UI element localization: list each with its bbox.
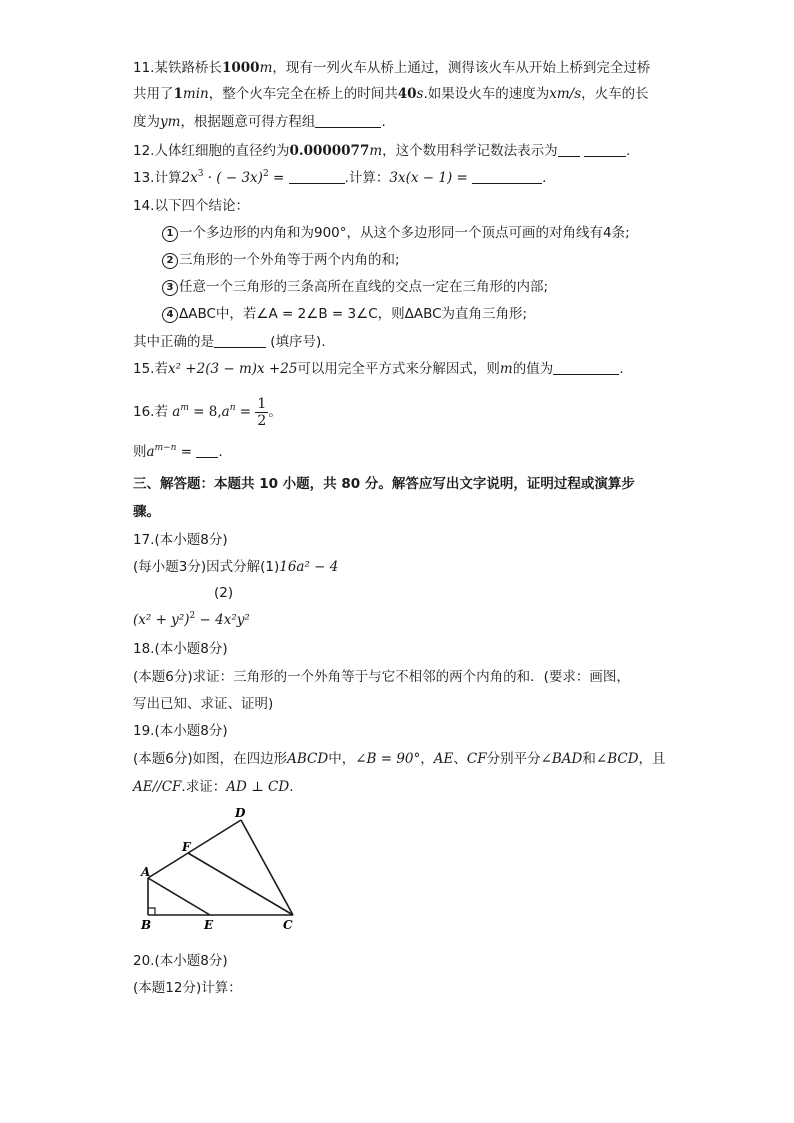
section-3-heading-cont: 骤。 xyxy=(133,504,160,520)
q14-item-1: 1 一个多边形的内角和为900°，从这个多边形同一个顶点可画的对角线有4条; xyxy=(162,223,630,243)
segment-AD xyxy=(148,820,241,878)
q11-line2: 共用了1min，整个火车完全在桥上的时间共40s.如果设火车的速度为xm/s，火车的长 xyxy=(133,86,649,102)
q14-item-4: 4 ΔABC中，若∠A = 2∠B = 3∠C，则ΔABC为直角三角形; xyxy=(162,304,527,324)
q14-title: 14.以下四个结论： xyxy=(133,198,249,214)
q19-line1: (本题6分)如图，在四边形ABCD中，∠B = 90°，AE、CF分别平分∠BAD和∠BCD，且 xyxy=(133,751,666,767)
answer-blank[interactable] xyxy=(472,169,542,184)
answer-blank[interactable] xyxy=(196,443,218,458)
q19-line2: AE//CF.求证：AD ⊥ CD. xyxy=(133,779,294,795)
answer-blank[interactable] xyxy=(553,360,619,375)
q16-line2: 则$a^{m-n}$ = . xyxy=(133,443,223,460)
q14-item-2: 2 三角形的一个外角等于两个内角的和; xyxy=(162,250,400,270)
right-angle-mark xyxy=(148,908,155,915)
q12-line: 12.人体红细胞的直径约为0.0000077m，这个数用科学记数法表示为 . xyxy=(133,143,631,159)
answer-blank[interactable] xyxy=(584,142,626,157)
q16-line1: 16.若 $a^m = 8,a^n$ = $\frac{1}{2}$ 。 xyxy=(133,395,282,429)
q17-line1: (每小题3分)因式分解(1)16a² − 4 xyxy=(133,559,339,575)
q18-head: 18.(本小题8分) xyxy=(133,641,228,657)
q11-line1: 11.某铁路桥长1000m，现有一列火车从桥上通过，测得该火车从开始上桥到完全过桥 xyxy=(133,60,651,76)
answer-blank[interactable] xyxy=(315,113,381,128)
q18-line2: 写出已知、求证、证明) xyxy=(133,696,274,712)
answer-blank[interactable] xyxy=(289,169,345,184)
segment-FC xyxy=(188,853,293,915)
label-A: A xyxy=(141,865,151,879)
q15-line: 15.若x² +2(3 − m)x +25可以用完全平方式来分解因式，则m的值为 . xyxy=(133,361,624,377)
q14-item-3: 3 任意一个三角形的三条高所在直线的交点一定在三角形的内部; xyxy=(162,277,548,297)
q17-expr2: $(x^2 + y^2)^2 - 4x^2y^2$ xyxy=(133,611,250,628)
label-F: F xyxy=(182,840,191,854)
q19-head: 19.(本小题8分) xyxy=(133,723,228,739)
answer-blank[interactable] xyxy=(558,142,580,157)
section-3-heading: 三、解答题：本题共 10 小题，共 80 分。解答应写出文字说明，证明过程或演算步 xyxy=(133,476,635,492)
q18-line1: (本题6分)求证：三角形的一个外角等于与它不相邻的两个内角的和．(要求：画图， xyxy=(133,669,630,685)
quadrilateral-figure xyxy=(130,805,310,940)
q20-line1: (本题12分)计算： xyxy=(133,980,242,996)
label-C: C xyxy=(283,918,293,932)
q14-tail: 其中正确的是 (填序号)． xyxy=(133,334,335,350)
answer-blank[interactable] xyxy=(214,333,266,348)
segment-DC xyxy=(241,820,293,915)
label-B: B xyxy=(141,918,152,932)
q17-sub2: (2) xyxy=(214,585,234,601)
label-D: D xyxy=(235,806,246,820)
segment-AE xyxy=(148,878,210,915)
label-E: E xyxy=(204,918,214,932)
q20-head: 20.(本小题8分) xyxy=(133,953,228,969)
fraction-one-half: $\frac{1}{2}$ xyxy=(257,395,267,429)
q17-head: 17.(本小题8分) xyxy=(133,532,228,548)
q13-line: 13.计算$2x^3$ · ( − 3x)$^2$ = .计算：3x(x − 1) = . xyxy=(133,169,547,186)
q11-line3: 度为ym，根据题意可得方程组 . xyxy=(133,114,386,130)
